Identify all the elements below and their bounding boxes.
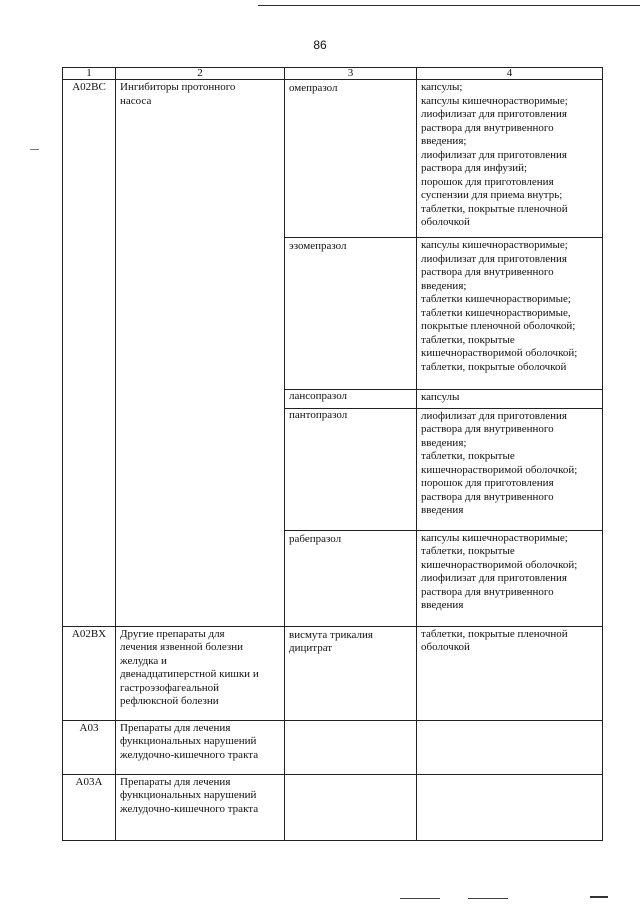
dosage-form-line: лиофилизат для приготовления xyxy=(421,252,567,265)
dosage-form-line: лиофилизат для приготовления xyxy=(421,108,567,120)
header-col-1: 1 xyxy=(63,68,116,80)
dosage-form-line: суспензии для приема внутрь; xyxy=(421,189,563,201)
drug-name-cell: рабепразол xyxy=(285,530,417,626)
dosage-forms-cell xyxy=(417,408,603,530)
drug-name-cell: пантопразол xyxy=(285,408,417,530)
table-row xyxy=(63,626,603,720)
dosage-form-line: раствора для внутривенного xyxy=(421,423,554,435)
dosage-form-line: таблетки, покрытые xyxy=(421,545,515,557)
group-name-cell: Препараты для лечения функциональных нарушений желудочно-кишечного тракта xyxy=(116,774,285,840)
top-rule xyxy=(258,5,640,6)
dosage-form-line: капсулы xyxy=(421,391,460,403)
dosage-form-line: таблетки, покрытые xyxy=(421,450,515,462)
bottom-mark xyxy=(468,898,508,899)
dosage-form-line: капсулы кишечнорастворимые; xyxy=(421,531,568,544)
dosage-form-line: раствора для внутривенного xyxy=(421,266,554,278)
dosage-form-line: кишечнорастворимой оболочкой; xyxy=(421,463,578,476)
dosage-form-line: кишечнорастворимой оболочкой; xyxy=(421,558,578,571)
atc-code-cell: A03A xyxy=(63,774,116,840)
dosage-forms-cell xyxy=(417,390,603,409)
atc-code-cell: A02BX xyxy=(63,626,116,720)
dosage-form-line: введения xyxy=(421,504,464,516)
header-col-2: 2 xyxy=(116,68,285,80)
header-col-4: 4 xyxy=(417,68,603,80)
dosage-form-line: оболочкой xyxy=(421,216,470,228)
dosage-form-line: введения; xyxy=(421,279,467,292)
bottom-mark xyxy=(400,898,440,899)
dosage-form-line: таблетки, покрытые пленочной xyxy=(421,627,568,640)
group-name-cell: Другие препараты для лечения язвенной болезни желудка и двенадцатиперстной кишки и гастроэзофагеальной рефлюксной болезни xyxy=(116,626,285,720)
group-name-cell: Ингибиторы протонного насоса xyxy=(116,80,285,627)
dosage-form-line: введения; xyxy=(421,436,467,449)
drug-name-cell: эзомепразол xyxy=(285,238,417,390)
dosage-form-line: порошок для приготовления xyxy=(421,175,554,188)
bottom-mark xyxy=(590,896,608,898)
dosage-forms-cell xyxy=(417,626,603,720)
margin-mark xyxy=(30,149,39,150)
drug-table xyxy=(62,67,603,841)
dosage-form-line: лиофилизат для приготовления xyxy=(421,148,567,161)
table-row xyxy=(63,720,603,774)
dosage-form-line: капсулы кишечнорастворимые; xyxy=(421,94,568,107)
dosage-form-line: капсулы; xyxy=(421,81,463,93)
drug-name-cell: лансопразол xyxy=(285,390,417,409)
dosage-form-line: капсулы кишечнорастворимые; xyxy=(421,239,568,251)
dosage-form-line: раствора для внутривенного xyxy=(421,585,554,598)
dosage-form-line: раствора для внутривенного xyxy=(421,121,554,134)
header-row xyxy=(63,68,603,80)
drug-name-cell xyxy=(285,720,417,774)
dosage-form-line: кишечнорастворимой оболочкой; xyxy=(421,347,578,359)
page-number: 86 xyxy=(313,38,327,52)
dosage-form-line: порошок для приготовления xyxy=(421,477,554,489)
drug-name-cell xyxy=(285,774,417,840)
atc-code-cell: A03 xyxy=(63,720,116,774)
dosage-form-line: таблетки, покрытые xyxy=(421,333,515,346)
drug-name-cell: висмута трикалия дицитрат xyxy=(285,626,417,720)
table-body xyxy=(63,80,603,841)
dosage-form-line: таблетки кишечнорастворимые; xyxy=(421,293,571,305)
group-name-cell: Препараты для лечения функциональных нарушений желудочно-кишечного тракта xyxy=(116,720,285,774)
table-row xyxy=(63,774,603,840)
atc-code-cell: A02BC xyxy=(63,80,116,627)
dosage-forms-cell xyxy=(417,720,603,774)
dosage-form-line: таблетки кишечнорастворимые, xyxy=(421,306,571,319)
dosage-form-line: покрытые пленочной оболочкой; xyxy=(421,320,576,332)
dosage-forms-cell xyxy=(417,530,603,626)
dosage-form-line: оболочкой xyxy=(421,641,470,653)
dosage-form-line: лиофилизат для приготовления xyxy=(421,572,567,584)
header-col-3: 3 xyxy=(285,68,417,80)
dosage-form-line: введения xyxy=(421,599,464,611)
dosage-forms-cell xyxy=(417,774,603,840)
dosage-form-line: таблетки, покрытые пленочной xyxy=(421,202,568,215)
dosage-form-line: введения; xyxy=(421,135,467,147)
dosage-forms-cell xyxy=(417,238,603,390)
table-row xyxy=(63,80,603,238)
dosage-form-line: лиофилизат для приготовления xyxy=(421,409,567,422)
dosage-form-line: раствора для внутривенного xyxy=(421,490,554,503)
dosage-form-line: раствора для инфузий; xyxy=(421,162,528,174)
dosage-form-line: таблетки, покрытые оболочкой xyxy=(421,360,567,373)
drug-name-cell: омепразол xyxy=(285,80,417,238)
dosage-forms-cell xyxy=(417,80,603,238)
